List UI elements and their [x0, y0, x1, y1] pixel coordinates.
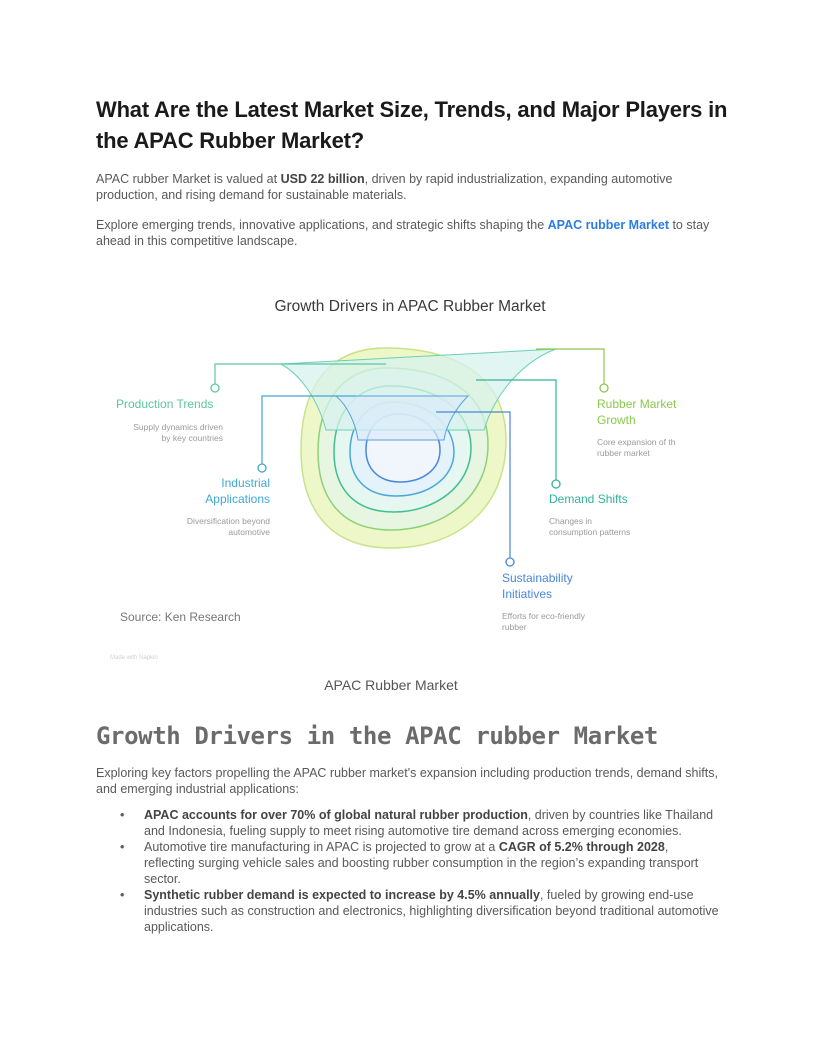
drivers-list	[96, 807, 722, 935]
desc-industrial-line1: Diversification beyond	[186, 516, 270, 526]
intro-paragraph-1	[96, 171, 722, 203]
list-item	[96, 887, 722, 935]
bullet-text: , reflecting surging vehicle sales and boosting rubber consumption in the region’s expanding transport sector.	[144, 840, 699, 886]
bullet-icon: •	[120, 888, 125, 902]
label-sustainability-line1: Sustainability	[502, 571, 573, 585]
bullet-icon: •	[120, 840, 125, 854]
label-growth-line1: Rubber Market	[597, 397, 677, 411]
marker-production	[211, 384, 219, 392]
figure-title: Growth Drivers in APAC Rubber Market	[274, 298, 546, 315]
market-value: USD 22 billion	[280, 172, 365, 186]
label-production-trends: Production Trends	[116, 397, 214, 411]
apac-rubber-market-link[interactable]: APAC rubber Market	[547, 218, 669, 232]
growth-drivers-figure	[96, 280, 722, 670]
label-industrial-line1: Industrial	[221, 476, 270, 490]
intro-text: , driven by rapid industrialization, expanding automotive production, and rising demand for sustainable materials.	[96, 172, 673, 202]
desc-sustainability-line1: Efforts for eco-friendly	[502, 611, 585, 621]
marker-growth	[600, 384, 608, 392]
desc-demand-line2: consumption patterns	[549, 527, 631, 537]
desc-growth-line2: rubber market	[597, 448, 650, 458]
label-growth-line2: Growth	[597, 413, 636, 427]
intro-text: Explore emerging trends, innovative applications, and strategic shifts shaping the	[96, 218, 548, 232]
bullet-bold: APAC accounts for over 70% of global natural rubber production	[144, 808, 528, 822]
list-item	[96, 839, 722, 887]
desc-industrial-line2: automotive	[228, 527, 270, 537]
bullet-text: Automotive tire manufacturing in APAC is projected to grow at a	[144, 840, 499, 854]
figure-caption: APAC Rubber Market	[324, 677, 458, 693]
bullet-text: , fueled by growing end-use industries such as construction and electronics, highlighting diversification beyond traditional automotive applications.	[144, 888, 719, 934]
growth-drivers-diagram	[96, 280, 722, 670]
label-demand-shifts: Demand Shifts	[549, 492, 628, 506]
marker-sustainability	[506, 558, 514, 566]
bullet-bold: Synthetic rubber demand is expected to increase by 4.5% annually	[144, 888, 540, 902]
list-item	[96, 807, 722, 839]
figure-source: Source: Ken Research	[120, 610, 241, 624]
desc-production-line2: by key countries	[161, 433, 223, 443]
bullet-bold: CAGR of 5.2% through 2028	[498, 840, 665, 854]
marker-industrial	[258, 464, 266, 472]
intro-paragraph-2	[96, 217, 722, 249]
desc-demand-line1: Changes in	[549, 516, 593, 526]
section-title: Growth Drivers in the APAC rubber Market	[96, 722, 658, 750]
label-sustainability-line2: Initiatives	[502, 587, 553, 601]
desc-sustainability-line2: rubber	[502, 622, 527, 632]
intro-text: APAC rubber Market is valued at	[96, 172, 281, 186]
intro-text: to stay ahead in this competitive landscape.	[96, 218, 710, 248]
bullet-text: , driven by countries like Thailand and Indonesia, fueling supply to meet rising automotive tire demand across emerging economies.	[144, 808, 714, 838]
desc-growth-line1: Core expansion of th	[597, 437, 676, 447]
label-industrial-line2: Applications	[205, 492, 270, 506]
desc-production-line1: Supply dynamics driven	[133, 422, 223, 432]
page-title: What Are the Latest Market Size, Trends, and Major Players in the APAC Rubber Market?	[96, 97, 728, 153]
figure-watermark: Made with Napkin	[110, 655, 158, 661]
bullet-icon: •	[120, 808, 125, 822]
marker-demand	[552, 480, 560, 488]
section-intro: Exploring key factors propelling the APAC rubber market's expansion including production trends, demand shifts, and emerging industrial applications:	[96, 766, 718, 796]
